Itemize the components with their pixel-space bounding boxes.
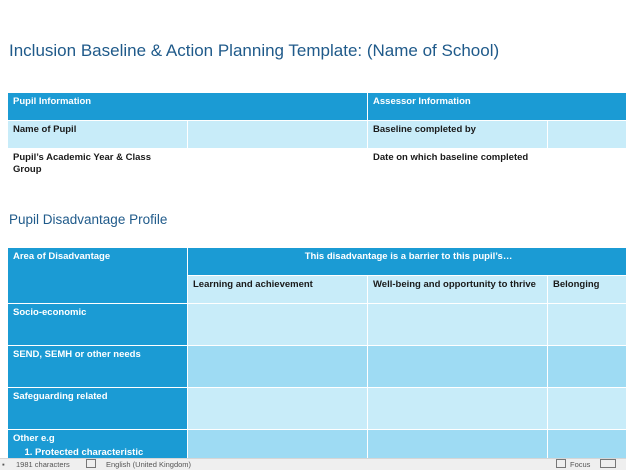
status-separator-icon: ▪: [2, 459, 5, 470]
language-indicator[interactable]: English (United Kingdom): [106, 459, 191, 470]
send-wellbeing-cell[interactable]: [368, 346, 548, 388]
row-other-label: Other e.g: [13, 433, 182, 445]
other-list: [13, 447, 182, 458]
row-other: [8, 430, 188, 459]
disadvantage-profile-table: [7, 247, 626, 458]
column-belonging: Belonging: [548, 276, 626, 304]
focus-button[interactable]: Focus: [570, 459, 590, 470]
other-wellbeing-cell[interactable]: [368, 430, 548, 459]
assessor-information-header: Assessor Information: [368, 93, 626, 121]
send-learning-cell[interactable]: [188, 346, 368, 388]
socio-economic-belonging-cell[interactable]: [548, 304, 626, 346]
safeguarding-wellbeing-cell[interactable]: [368, 388, 548, 430]
status-bar: [0, 458, 626, 470]
baseline-date-field[interactable]: [548, 149, 626, 180]
send-belonging-cell[interactable]: [548, 346, 626, 388]
socio-economic-wellbeing-cell[interactable]: [368, 304, 548, 346]
barrier-header: This disadvantage is a barrier to this pupil’s…: [188, 248, 626, 276]
area-of-disadvantage-header: Area of Disadvantage: [8, 248, 188, 304]
document-title: Inclusion Baseline & Action Planning Template: (Name of School): [9, 41, 499, 61]
list-item: 1. Protected characteristic: [35, 447, 182, 458]
other-learning-cell[interactable]: [188, 430, 368, 459]
character-count[interactable]: 1981 characters: [16, 459, 70, 470]
baseline-date-label: Date on which baseline completed: [368, 149, 548, 180]
baseline-completed-by-label: Baseline completed by: [368, 121, 548, 149]
row-safeguarding: Safeguarding related: [8, 388, 188, 430]
name-of-pupil-label: Name of Pupil: [8, 121, 188, 149]
safeguarding-learning-cell[interactable]: [188, 388, 368, 430]
academic-year-class-label: Pupil’s Academic Year & Class Group: [8, 149, 188, 180]
name-of-pupil-field[interactable]: [188, 121, 368, 149]
academic-year-class-field[interactable]: [188, 149, 368, 180]
row-send-semh: SEND, SEMH or other needs: [8, 346, 188, 388]
baseline-completed-by-field[interactable]: [548, 121, 626, 149]
pupil-information-header: Pupil Information: [8, 93, 368, 121]
other-belonging-cell[interactable]: [548, 430, 626, 459]
pupil-assessor-info-table: [7, 92, 626, 180]
column-wellbeing-thrive: Well-being and opportunity to thrive: [368, 276, 548, 304]
safeguarding-belonging-cell[interactable]: [548, 388, 626, 430]
section-heading: Pupil Disadvantage Profile: [9, 212, 167, 227]
row-socio-economic: Socio-economic: [8, 304, 188, 346]
column-learning-achievement: Learning and achievement: [188, 276, 368, 304]
socio-economic-learning-cell[interactable]: [188, 304, 368, 346]
